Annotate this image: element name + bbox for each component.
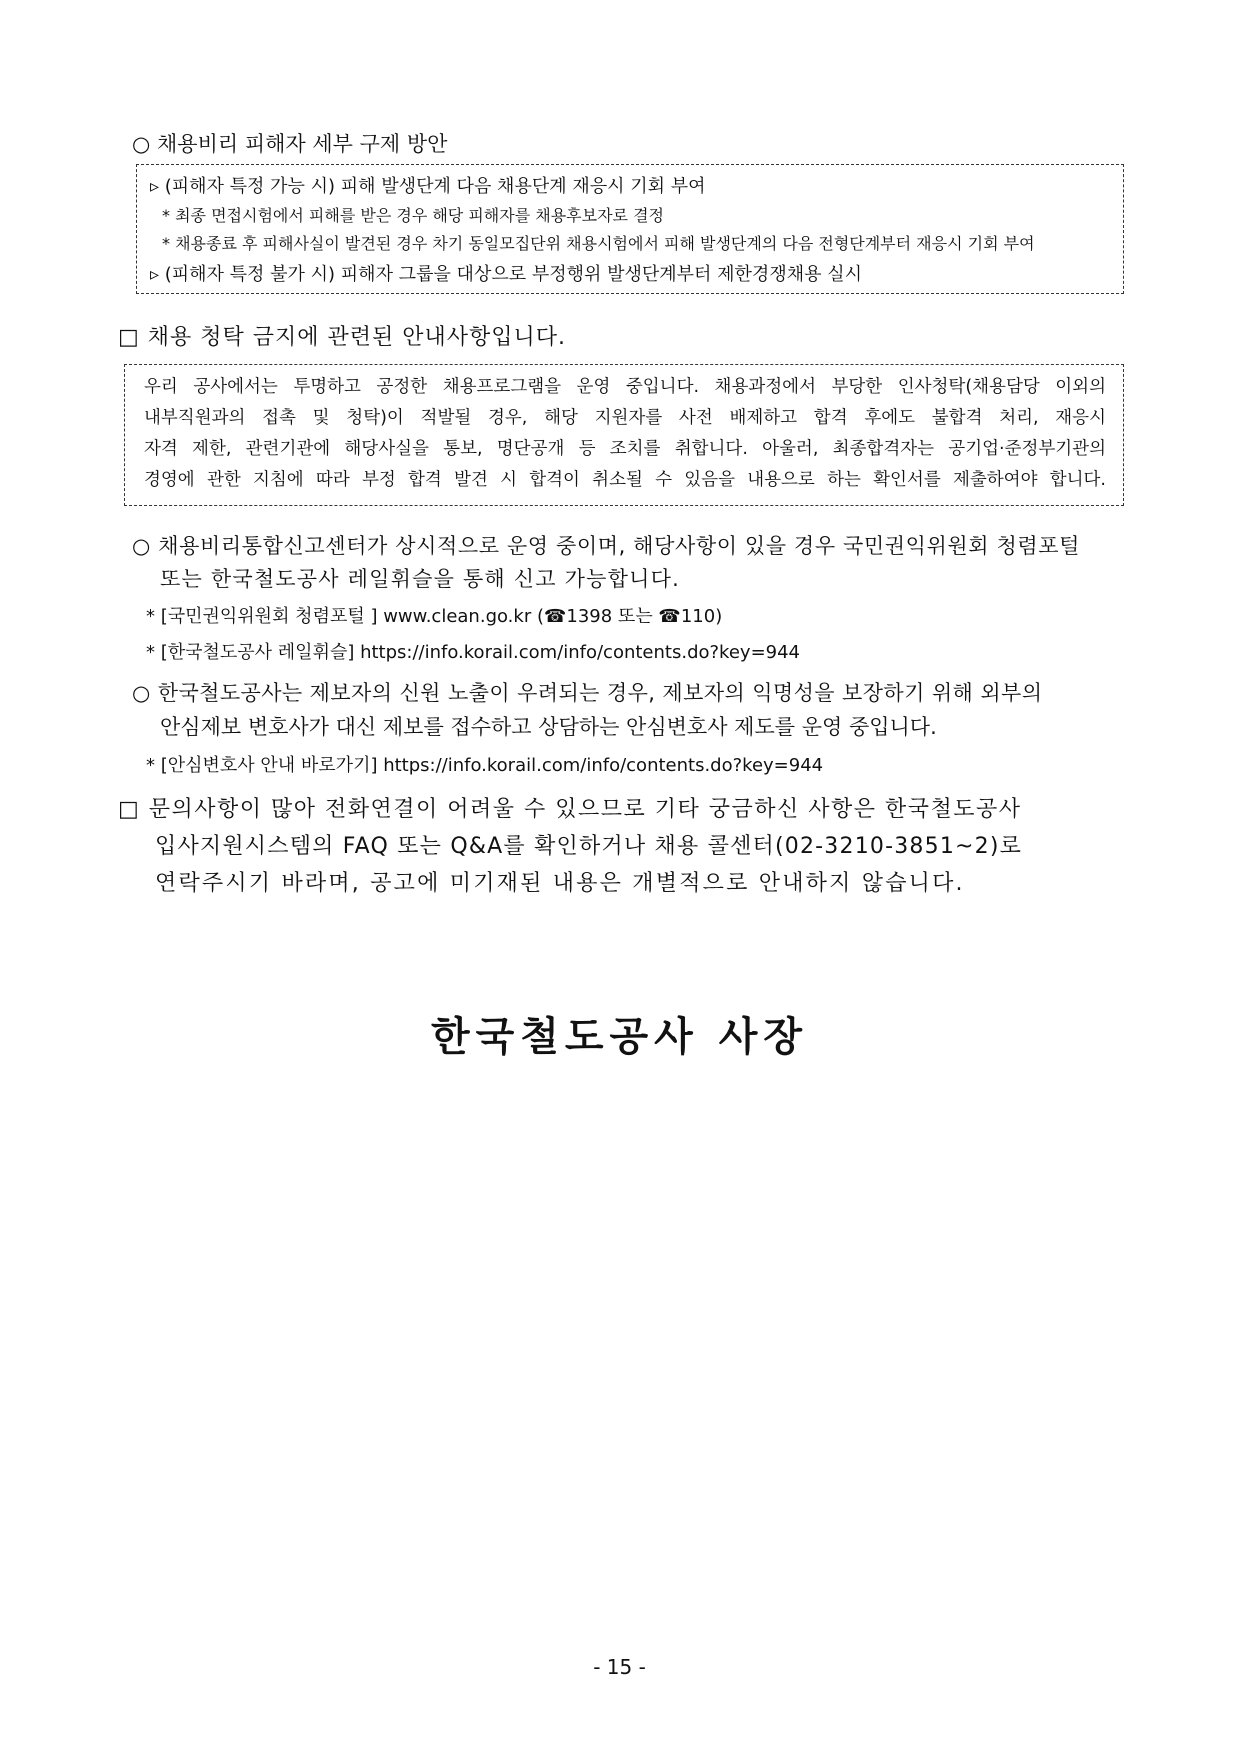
report-center-note-clean: * [국민권익위원회 청렴포털 ] www.clean.go.kr (☎1398 또는 ☎110) [146, 606, 723, 627]
report-center-line-2: 또는 한국철도공사 레일휘슬을 통해 신고 가능합니다. [160, 567, 680, 591]
notice-line-3: 자격 제한, 관련기관에 해당사실을 통보, 명단공개 등 조치를 취합니다. 아울러, 최종합격자는 공기업·준정부기관의 [144, 439, 1106, 459]
contact-line-2: 입사지원시스템의 FAQ 또는 Q&A를 확인하거나 채용 콜센터(02-3210-3851~2)로 [155, 834, 1023, 859]
remedy-item-1: ▹ (피해자 특정 가능 시) 피해 발생단계 다음 채용단계 재응시 기회 부여 [150, 176, 706, 197]
remedy-item-2: ▹ (피해자 특정 불가 시) 피해자 그룹을 대상으로 부정행위 발생단계부터 제한경쟁채용 실시 [150, 264, 862, 285]
whistleblower-note: * [안심변호사 안내 바로가기] https://info.korail.com/info/contents.do?key=944 [146, 755, 824, 776]
whistleblower-line-2: 안심제보 변호사가 대신 제보를 접수하고 상담하는 안심변호사 제도를 운영 중입니다. [160, 715, 937, 739]
report-center-line-1: ○ 채용비리통합신고센터가 상시적으로 운영 중이며, 해당사항이 있을 경우 국민권익위원회 청렴포털 [132, 534, 1080, 558]
report-center-note-railwhistle: * [한국철도공사 레일휘슬] https://info.korail.com/info/contents.do?key=944 [146, 642, 801, 663]
remedy-note-2: * 채용종료 후 피해사실이 발견된 경우 차기 동일모집단위 채용시험에서 피해 발생단계의 다음 전형단계부터 재응시 기회 부여 [162, 234, 1035, 253]
solicitation-heading: □ 채용 청탁 금지에 관련된 안내사항입니다. [118, 325, 567, 350]
contact-line-1: □ 문의사항이 많아 전화연결이 어려울 수 있으므로 기타 궁금하신 사항은 한국철도공사 [118, 797, 1022, 822]
page-number: - 15 - [593, 1655, 646, 1679]
solicitation-notice-text [144, 372, 1106, 496]
signature-title: 한국철도공사 사장 [430, 1014, 809, 1060]
remedy-heading: ○ 채용비리 피해자 세부 구제 방안 [132, 132, 448, 156]
whistleblower-line-1: ○ 한국철도공사는 제보자의 신원 노출이 우려되는 경우, 제보자의 익명성을 보장하기 위해 외부의 [132, 681, 1043, 705]
notice-line-1: 우리 공사에서는 투명하고 공정한 채용프로그램을 운영 중입니다. 채용과정에서 부당한 인사청탁(채용담당 이외의 [144, 377, 1106, 397]
notice-line-2: 내부직원과의 접촉 및 청탁)이 적발될 경우, 해당 지원자를 사전 배제하고 합격 후에도 불합격 처리, 재응시 [144, 408, 1106, 428]
remedy-note-1: * 최종 면접시험에서 피해를 받은 경우 해당 피해자를 채용후보자로 결정 [162, 206, 664, 225]
contact-line-3: 연락주시기 바라며, 공고에 미기재된 내용은 개별적으로 안내하지 않습니다. [155, 871, 965, 896]
notice-line-4: 경영에 관한 지침에 따라 부정 합격 발견 시 합격이 취소될 수 있음을 내용으로 하는 확인서를 제출하여야 합니다. [144, 470, 1106, 490]
